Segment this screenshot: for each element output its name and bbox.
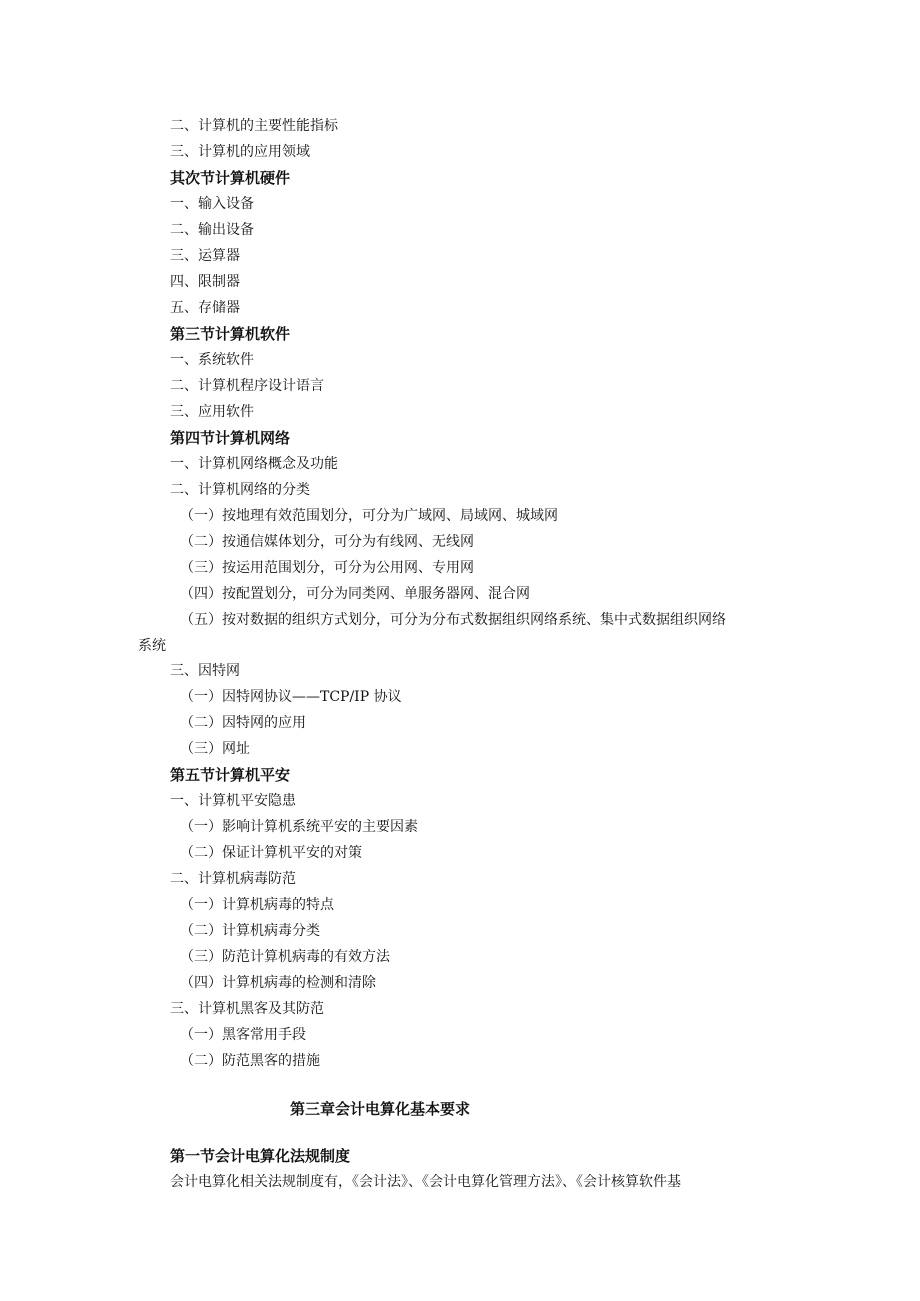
toc-item: 五、存储器	[170, 300, 240, 316]
toc-item: 四、限制器	[170, 274, 240, 290]
section-heading: 第三节计算机软件	[170, 325, 291, 343]
toc-subitem: （二）防范黑客的措施	[180, 1053, 320, 1069]
toc-subitem: （二）保证计算机平安的对策	[180, 845, 362, 861]
body-paragraph: 会计电算化相关法规制度有，《会计法》、《会计电算化管理方法》、《会计核算软件基	[170, 1174, 681, 1190]
section-heading: 第一节会计电算化法规制度	[170, 1147, 351, 1165]
toc-item: 二、计算机程序设计语言	[170, 378, 324, 394]
toc-item: 二、计算机的主要性能指标	[170, 118, 338, 134]
toc-subitem: （一）按地理有效范围划分，可分为广域网、局域网、城域网	[180, 508, 558, 524]
toc-item: 三、计算机的应用领域	[170, 144, 310, 160]
toc-subitem: （二）计算机病毒分类	[180, 923, 320, 939]
toc-item: 三、应用软件	[170, 404, 254, 420]
toc-subitem: （一）黑客常用手段	[180, 1027, 306, 1043]
toc-item: 一、系统软件	[170, 352, 254, 368]
toc-item: 一、计算机网络概念及功能	[170, 456, 338, 472]
toc-item: 三、因特网	[170, 663, 240, 679]
toc-subitem: （三）网址	[180, 741, 250, 757]
toc-item: 一、计算机平安隐患	[170, 793, 296, 809]
chapter-heading: 第三章会计电算化基本要求	[290, 1100, 471, 1118]
toc-subitem: （五）按对数据的组织方式划分，可分为分布式数据组织网络系统、集中式数据组织网络	[180, 612, 726, 628]
toc-item: 三、计算机黑客及其防范	[170, 1001, 324, 1017]
toc-item: 三、运算器	[170, 248, 240, 264]
toc-subitem: （四）按配置划分，可分为同类网、单服务器网、混合网	[180, 586, 530, 602]
section-heading: 第五节计算机平安	[170, 766, 291, 784]
toc-subitem: （一）因特网协议——TCP/IP 协议	[180, 689, 402, 705]
toc-subitem: （二）因特网的应用	[180, 715, 306, 731]
toc-item: 一、输入设备	[170, 196, 254, 212]
toc-subitem-continuation: 系统	[138, 638, 166, 654]
toc-item: 二、计算机网络的分类	[170, 482, 310, 498]
toc-subitem: （一）计算机病毒的特点	[180, 897, 334, 913]
toc-subitem: （二）按通信媒体划分，可分为有线网、无线网	[180, 534, 474, 550]
toc-subitem: （一）影响计算机系统平安的主要因素	[180, 819, 418, 835]
toc-subitem: （三）防范计算机病毒的有效方法	[180, 949, 390, 965]
section-heading: 其次节计算机硬件	[170, 169, 291, 187]
toc-subitem: （三）按运用范围划分，可分为公用网、专用网	[180, 560, 474, 576]
toc-item: 二、输出设备	[170, 222, 254, 238]
section-heading: 第四节计算机网络	[170, 429, 291, 447]
toc-item: 二、计算机病毒防范	[170, 871, 296, 887]
toc-subitem: （四）计算机病毒的检测和清除	[180, 975, 376, 991]
